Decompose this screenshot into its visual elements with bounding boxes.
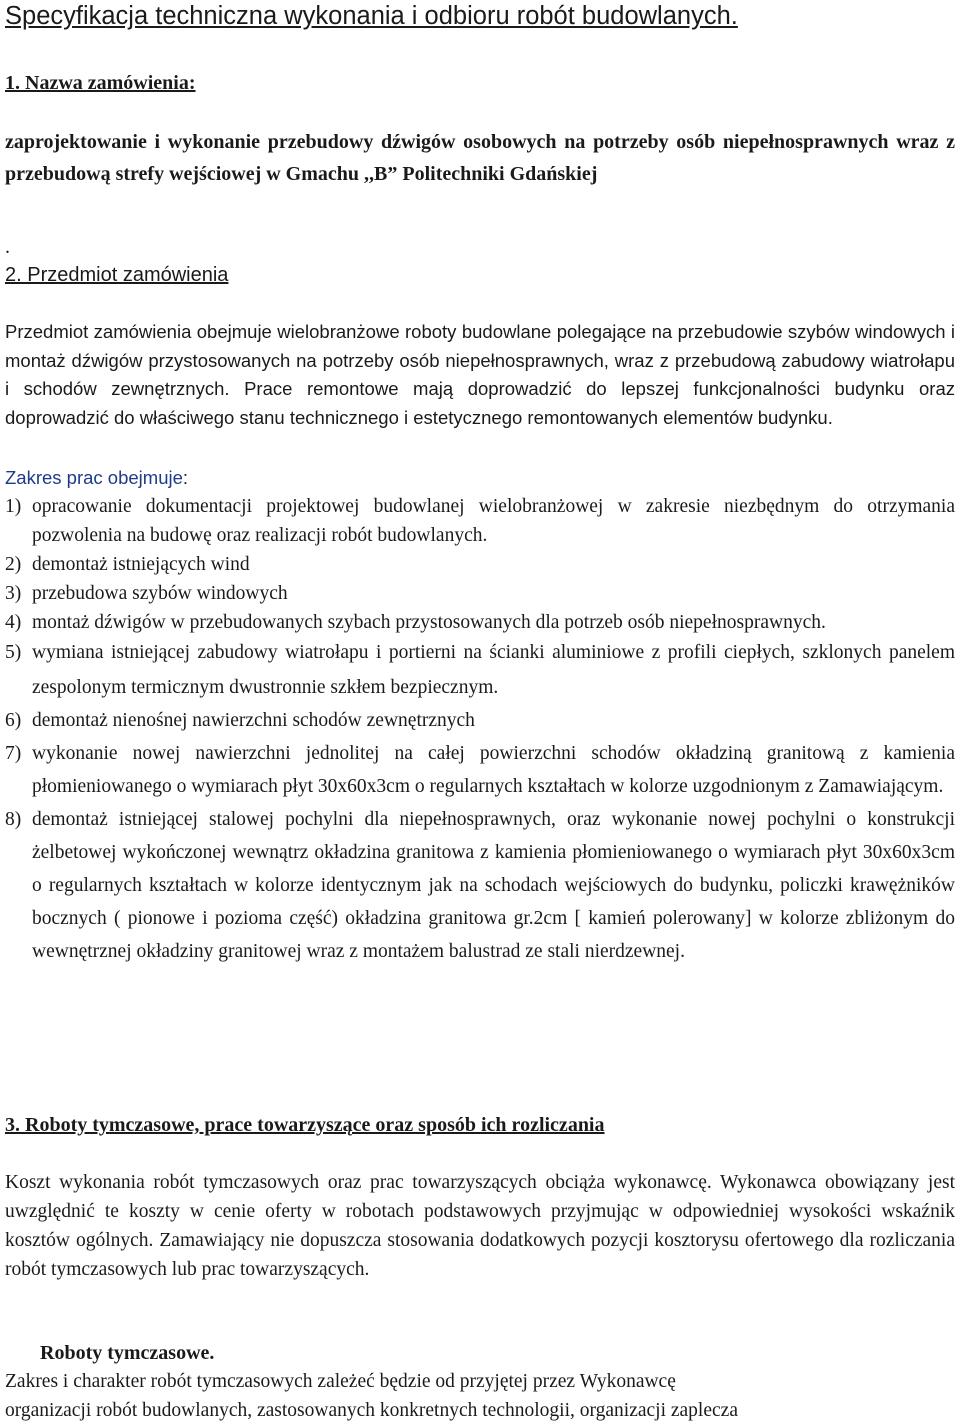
section-3-heading: 3. Roboty tymczasowe, prace towarzyszące oraz sposób ich rozliczania [5, 1114, 605, 1136]
scope-item-text: demontaż nienośnej nawierzchni schodów zewnętrznych [32, 710, 475, 731]
temporary-works-line-1: Zakres i charakter robót tymczasowych zależeć będzie od przyjętej przez Wykonawcę [5, 1371, 676, 1392]
scope-label-line [5, 467, 188, 489]
scope-item-8 [5, 803, 955, 968]
scope-item-3 [5, 579, 955, 608]
document-title: Specyfikacja techniczna wykonania i odbioru robót budowlanych. [5, 2, 738, 30]
scope-item-number: 8) [5, 809, 22, 830]
scope-item-1 [5, 492, 955, 550]
stray-dot: . [5, 236, 10, 258]
scope-item-text: demontaż istniejącej stalowej pochylni dla niepełnosprawnych, oraz wykonanie nowej pochylni o konstrukcji żelbetowej wykończonej wewnątrz okładzina granitowa z kamienia płomieniowanego o wymiarach płyt 30x60x3cm o regularnych kształtach w kolorze identycznym jak na schodach wejściowych do budynku, policzki krawężników bocznych ( pionowe i pozioma część) okładzina granitowa gr.2cm [ kamień polerowany] w kolorze zbliżonym do wewnętrznej okładziny granitowej wraz z montażem balustrad ze stali nierdzewnej. [32, 809, 955, 962]
scope-item-text: przebudowa szybów windowych [32, 583, 288, 604]
scope-item-number: 4) [5, 612, 22, 633]
scope-item-7 [5, 737, 955, 803]
scope-item-number: 7) [5, 743, 22, 764]
scope-item-number: 3) [5, 583, 22, 604]
scope-label: Zakres prac obejmuje [5, 467, 183, 488]
scope-item-number: 2) [5, 554, 22, 575]
scope-item-text: opracowanie dokumentacji projektowej budowlanej wielobranżowej w zakresie niezbędnym do otrzymania pozwolenia na budowę oraz realizacji robót budowlanych. [32, 496, 955, 546]
scope-item-text: demontaż istniejących wind [32, 554, 250, 575]
scope-colon: : [182, 467, 189, 488]
scope-item-text: wykonanie nowej nawierzchni jednolitej na całej powierzchni schodów okładziną granitową z kamienia płomieniowanego o wymiarach płyt 30x60x3cm o regularnych kształtach w kolorze uzgodnionym z Zamawiającym. [32, 743, 955, 797]
section-1-body: zaprojektowanie i wykonanie przebudowy dźwigów osobowych na potrzeby osób niepełnosprawnych wraz z przebudową strefy wejściowej w Gmachu ,,B” Politechniki Gdańskiej [5, 131, 955, 185]
scope-item-5 [5, 635, 955, 705]
scope-item-number: 5) [5, 642, 22, 663]
section-3-body: Koszt wykonania robót tymczasowych oraz prac towarzyszących obciąża wykonawcę. Wykonawca obowiązany jest uwzględnić te koszty w cenie oferty w robotach podstawowych przyjmując w odpowiedniej wysokości wskaźnik kosztów ogólnych. Zamawiający nie dopuszcza stosowania dodatkowych pozycji kosztorysu ofertowego dla rozliczania robót tymczasowych lub prac towarzyszących. [5, 1172, 955, 1280]
scope-item-text: montaż dźwigów w przebudowanych szybach przystosowanych dla potrzeb osób niepełnosprawnych. [32, 612, 826, 633]
section-2-heading: 2. Przedmiot zamówienia [5, 264, 229, 286]
scope-item-2 [5, 550, 955, 579]
scope-item-6 [5, 705, 955, 737]
scope-list [5, 492, 955, 968]
scope-item-4 [5, 608, 955, 637]
section-1-heading: 1. Nazwa zamówienia: [5, 72, 196, 94]
section-2-intro: Przedmiot zamówienia obejmuje wielobranżowe roboty budowlane polegające na przebudowie szybów windowych i montaż dźwigów przystosowanych na potrzeby osób niepełnosprawnych, wraz z przebudową zabudowy wiatrołapu i schodów zewnętrznych. Prace remontowe mają doprowadzić do lepszej funkcjonalności budynku oraz doprowadzić do właściwego stanu technicznego i estetycznego remontowanych elementów budynku. [5, 321, 955, 428]
temporary-works-heading: Roboty tymczasowe. [40, 1342, 215, 1364]
temporary-works-line-2: organizacji robót budowlanych, zastosowanych konkretnych technologii, organizacji zaplecza [5, 1400, 738, 1421]
scope-item-number: 6) [5, 710, 22, 731]
scope-item-text: wymiana istniejącej zabudowy wiatrołapu i portierni na ścianki aluminiowe z profili ciepłych, szklonych panelem zespolonym termicznym dwustronnie szkłem bezpiecznym. [32, 642, 955, 698]
scope-item-number: 1) [5, 496, 22, 517]
